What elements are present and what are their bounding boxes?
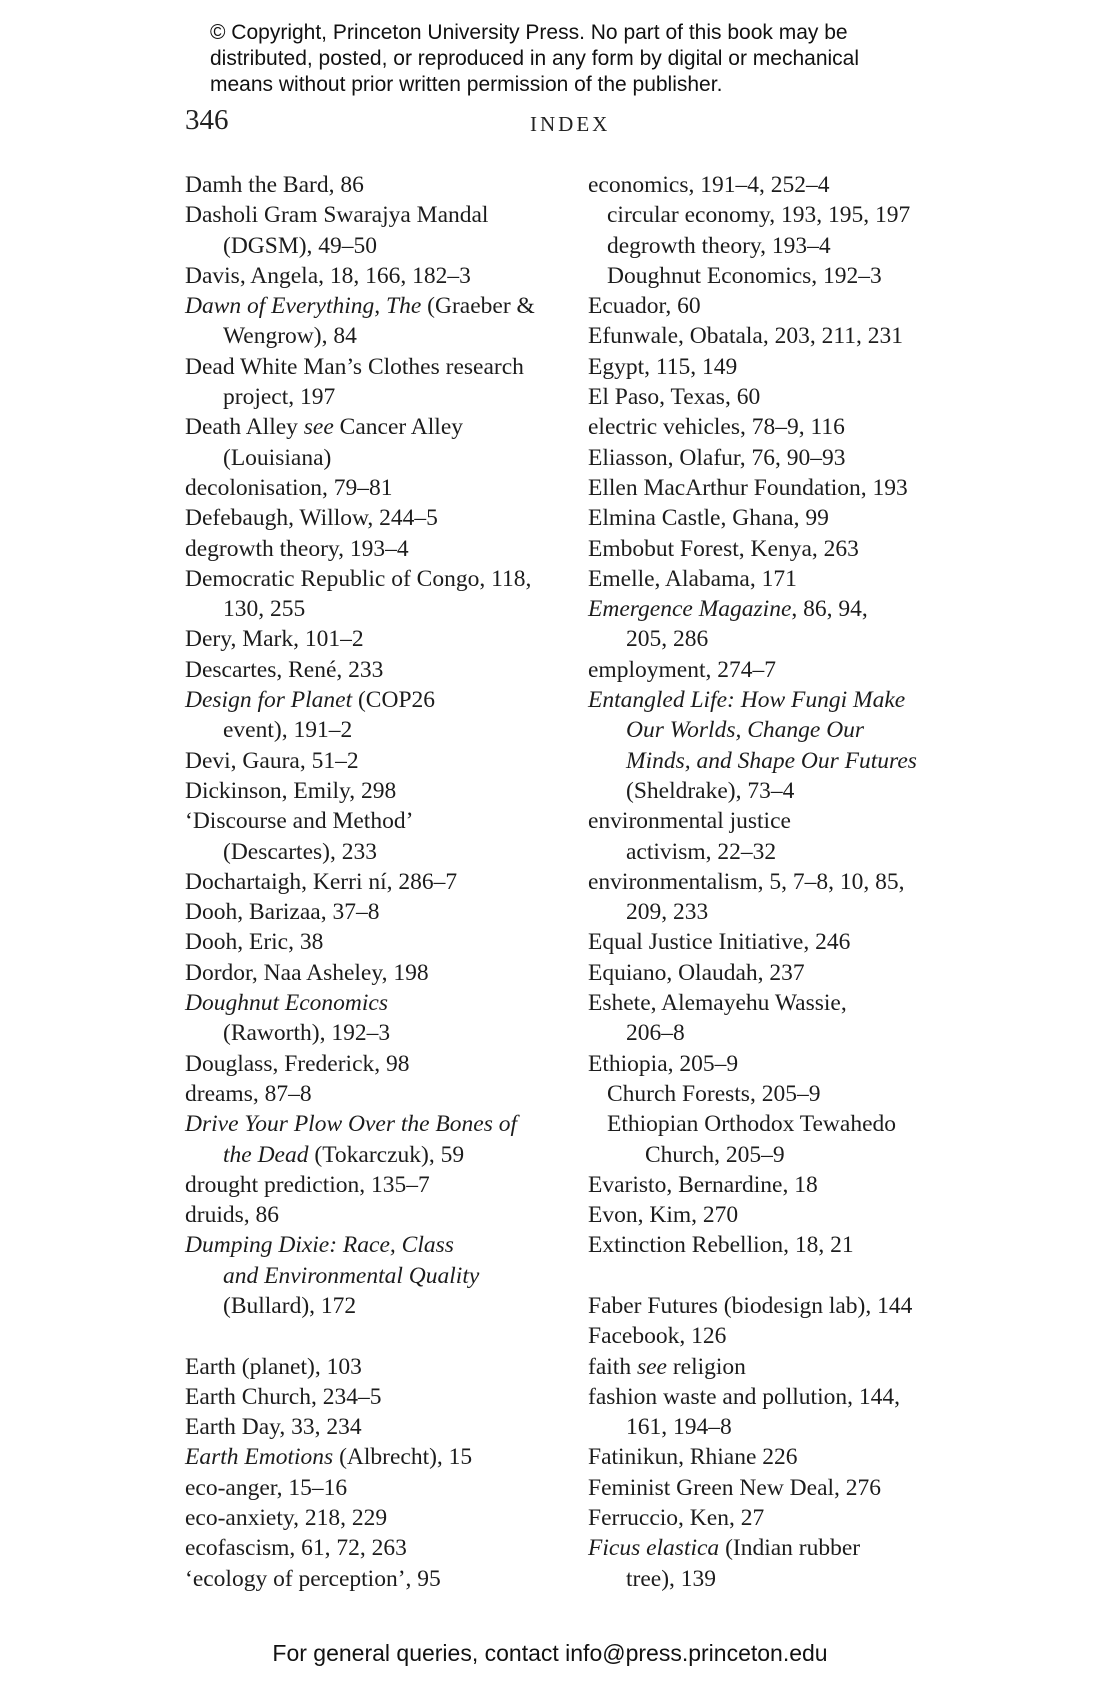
index-text: Faber Futures (biodesign lab), 144 — [588, 1292, 913, 1319]
index-entry — [185, 776, 580, 806]
index-entry-continuation — [185, 443, 580, 473]
index-entry-line — [185, 503, 580, 533]
index-text: (Bullard), 172 — [223, 1292, 357, 1319]
index-entry-line — [185, 1412, 580, 1442]
index-subentry — [588, 1079, 1008, 1109]
index-entry — [185, 867, 580, 897]
index-text: Devi, Gaura, 51–2 — [185, 747, 359, 774]
index-text: Death Alley — [185, 414, 304, 441]
index-text: Dumping Dixie: Race, Class — [185, 1232, 454, 1259]
index-entry — [185, 988, 580, 1049]
index-entry-line — [185, 655, 580, 685]
index-text: tree), 139 — [626, 1565, 717, 1592]
index-subentry — [588, 231, 1008, 261]
index-entry — [185, 1170, 580, 1200]
index-entry-line — [185, 564, 580, 594]
index-text: (Graeber & — [421, 293, 535, 320]
index-text: Evon, Kim, 270 — [588, 1202, 739, 1229]
index-text: Ferruccio, Ken, 27 — [588, 1505, 765, 1532]
index-entry-line — [185, 200, 580, 230]
index-entry — [185, 564, 580, 625]
index-text: the Dead — [223, 1141, 309, 1168]
index-text: Democratic Republic of Congo, 118, — [185, 565, 532, 592]
index-entry — [588, 1533, 1008, 1594]
index-text: Dery, Mark, 101–2 — [185, 626, 364, 653]
index-entry — [588, 1049, 1008, 1079]
index-entry — [588, 1503, 1008, 1533]
index-entry-line — [607, 200, 1008, 230]
index-text: ‘ecology of perception’, 95 — [185, 1565, 441, 1592]
index-entry — [185, 1442, 580, 1472]
index-entry-line — [185, 1564, 580, 1594]
index-entry-line — [588, 806, 1008, 836]
index-entry — [185, 685, 580, 746]
index-entry — [588, 1442, 1008, 1472]
index-subentry — [588, 261, 1008, 291]
index-text: 206–8 — [626, 1020, 685, 1047]
index-entry — [588, 594, 1008, 655]
index-text: Wengrow), 84 — [223, 323, 357, 350]
index-entry-line — [185, 170, 580, 200]
index-text: Ellen MacArthur Foundation, 193 — [588, 474, 908, 501]
index-text: Earth Emotions — [185, 1444, 334, 1471]
copyright-line: means without prior written permission of the publisher. — [210, 73, 723, 96]
index-entry — [185, 170, 580, 200]
index-entry-continuation — [588, 624, 1008, 654]
index-entry-line — [185, 776, 580, 806]
index-entry — [588, 382, 1008, 412]
index-text: Dawn of Everything, The — [185, 293, 422, 320]
index-entry — [588, 291, 1008, 321]
index-entry — [185, 1382, 580, 1412]
index-text: Efunwale, Obatala, 203, 211, 231 — [588, 323, 903, 350]
index-entry-continuation — [185, 1291, 580, 1321]
index-text: Damh the Bard, 86 — [185, 172, 364, 198]
index-entry-line — [185, 1109, 580, 1139]
index-entry-line — [185, 352, 580, 382]
index-text: environmentalism, 5, 7–8, 10, 85, — [588, 868, 905, 895]
index-entry — [185, 1473, 580, 1503]
index-entry-continuation — [588, 715, 1008, 745]
index-entry-line — [588, 321, 1008, 351]
letter-section-gap — [185, 1321, 580, 1351]
index-entry-continuation — [588, 837, 1008, 867]
index-column-left — [185, 170, 580, 1594]
index-entry-line — [185, 473, 580, 503]
index-entry-line — [185, 291, 580, 321]
index-entry — [185, 1230, 580, 1321]
index-entry-line — [185, 261, 580, 291]
index-entry-continuation — [607, 1140, 1008, 1170]
index-text: eco-anxiety, 218, 229 — [185, 1505, 388, 1532]
index-text: Davis, Angela, 18, 166, 182–3 — [185, 262, 471, 289]
index-entry-line — [607, 231, 1008, 261]
index-entry — [185, 806, 580, 867]
index-entry — [185, 1564, 580, 1594]
index-entry — [588, 564, 1008, 594]
index-entry-line — [185, 1503, 580, 1533]
index-entry — [185, 1079, 580, 1109]
index-text: Facebook, 126 — [588, 1323, 727, 1350]
index-entry-line — [588, 867, 1008, 897]
index-entry-line — [185, 534, 580, 564]
index-entry-continuation — [185, 837, 580, 867]
index-entry-continuation — [588, 1018, 1008, 1048]
index-entry — [185, 200, 580, 261]
index-text: (COP26 — [352, 687, 436, 714]
index-text: Doughnut Economics — [185, 990, 388, 1017]
index-text: Dasholi Gram Swarajya Mandal — [185, 202, 489, 229]
index-entry — [185, 1049, 580, 1079]
index-entry-line — [588, 443, 1008, 473]
index-text: Equiano, Olaudah, 237 — [588, 959, 805, 986]
index-entry-line — [185, 1473, 580, 1503]
footer-contact: For general queries, contact info@press.princeton.edu — [272, 1640, 828, 1666]
index-entry-line — [588, 1321, 1008, 1351]
index-entry-line — [185, 806, 580, 836]
index-entry-line — [588, 1473, 1008, 1503]
index-entry — [588, 867, 1008, 928]
index-entry — [588, 958, 1008, 988]
index-text: project, 197 — [223, 384, 336, 411]
index-entry-line — [185, 958, 580, 988]
index-text: event), 191–2 — [223, 717, 353, 744]
index-entry-line — [185, 927, 580, 957]
index-entry-line — [588, 685, 1008, 715]
index-entry-line — [607, 1079, 1008, 1109]
index-entry-line — [588, 655, 1008, 685]
index-entry-line — [185, 1352, 580, 1382]
index-text: ecofascism, 61, 72, 263 — [185, 1535, 407, 1562]
index-text: Cancer Alley — [333, 414, 464, 441]
index-text: Dooh, Barizaa, 37–8 — [185, 899, 380, 926]
index-entry-line — [588, 564, 1008, 594]
index-text: drought prediction, 135–7 — [185, 1171, 430, 1198]
index-entry-line — [588, 352, 1008, 382]
index-entry-line — [588, 473, 1008, 503]
index-text: degrowth theory, 193–4 — [185, 535, 409, 562]
index-entry-continuation — [588, 1412, 1008, 1442]
index-entry — [588, 1382, 1008, 1443]
index-entry — [185, 534, 580, 564]
index-text: Fatinikun, Rhiane 226 — [588, 1444, 798, 1471]
index-entry-continuation — [185, 231, 580, 261]
index-entry — [185, 1109, 580, 1170]
index-subentry — [588, 200, 1008, 230]
index-entry — [588, 412, 1008, 442]
copyright-line: © Copyright, Princeton University Press. No part of this book may be — [210, 21, 848, 44]
index-text: electric vehicles, 78–9, 116 — [588, 414, 845, 441]
index-text: (Albrecht), 15 — [333, 1444, 473, 1471]
index-entry — [588, 927, 1008, 957]
index-entry-line — [185, 988, 580, 1018]
index-entry — [185, 1412, 580, 1442]
index-text: Earth Day, 33, 234 — [185, 1414, 362, 1441]
index-text: Emelle, Alabama, 171 — [588, 565, 797, 592]
index-entry — [588, 1473, 1008, 1503]
index-text: (Raworth), 192–3 — [223, 1020, 391, 1047]
copyright-notice — [210, 20, 970, 98]
index-entry-continuation — [185, 1261, 580, 1291]
index-entry-line — [588, 1382, 1008, 1412]
index-entry-line — [185, 746, 580, 776]
index-text: Our Worlds, Change Our — [626, 717, 865, 744]
index-text: dreams, 87–8 — [185, 1080, 312, 1107]
index-entry-line — [185, 1533, 580, 1563]
index-entry — [588, 534, 1008, 564]
index-text: Ethiopian Orthodox Tewahedo — [607, 1111, 896, 1138]
index-entry-continuation — [185, 321, 580, 351]
index-entry-line — [588, 1352, 1008, 1382]
index-text: Dickinson, Emily, 298 — [185, 777, 397, 804]
index-text: and Environmental Quality — [223, 1262, 480, 1289]
index-column-right — [588, 170, 1008, 1594]
index-text: Dead White Man’s Clothes research — [185, 353, 524, 380]
index-entry — [588, 352, 1008, 382]
index-text: decolonisation, 79–81 — [185, 474, 393, 501]
index-text: faith — [588, 1353, 637, 1380]
index-entry — [185, 503, 580, 533]
index-entry — [588, 170, 1008, 200]
index-entry — [185, 1503, 580, 1533]
index-entry-line — [185, 1442, 580, 1472]
index-entry — [185, 412, 580, 473]
index-text: 205, 286 — [626, 626, 709, 653]
index-text: Design for Planet — [185, 687, 353, 714]
index-entry — [185, 1200, 580, 1230]
index-text: degrowth theory, 193–4 — [607, 232, 831, 259]
index-text: 209, 233 — [626, 899, 709, 926]
index-text: Equal Justice Initiative, 246 — [588, 929, 851, 956]
index-text: druids, 86 — [185, 1202, 279, 1229]
index-entry — [588, 806, 1008, 867]
index-text: (Sheldrake), 73–4 — [626, 777, 795, 804]
index-text: (Descartes), 233 — [223, 838, 377, 865]
index-entry-continuation — [588, 776, 1008, 806]
index-text: Dordor, Naa Asheley, 198 — [185, 959, 429, 986]
index-entry-line — [588, 170, 1008, 200]
index-entry — [185, 927, 580, 957]
index-text: Dochartaigh, Kerri ní, 286–7 — [185, 868, 458, 895]
index-text: 161, 194–8 — [626, 1414, 732, 1441]
index-entry-line — [588, 1170, 1008, 1200]
index-text: , 86, 94, — [791, 596, 868, 623]
index-entry — [185, 261, 580, 291]
index-entry — [588, 1170, 1008, 1200]
index-entry — [185, 746, 580, 776]
index-entry-line — [588, 988, 1008, 1018]
index-entry-continuation — [185, 715, 580, 745]
index-text: Elmina Castle, Ghana, 99 — [588, 505, 829, 532]
index-entry-line — [185, 897, 580, 927]
index-entry-line — [588, 1230, 1008, 1260]
index-entry-continuation — [185, 382, 580, 412]
index-text: Church Forests, 205–9 — [607, 1080, 821, 1107]
index-text: Earth Church, 234–5 — [185, 1383, 382, 1410]
index-entry-continuation — [588, 1564, 1008, 1594]
index-text: fashion waste and pollution, 144, — [588, 1383, 900, 1410]
index-entry — [185, 897, 580, 927]
index-entry — [588, 1352, 1008, 1382]
index-entry-line — [185, 1049, 580, 1079]
index-entry — [588, 988, 1008, 1049]
index-entry-line — [607, 261, 1008, 291]
index-text: employment, 274–7 — [588, 656, 776, 683]
index-entry-line — [588, 1442, 1008, 1472]
index-entry-line — [185, 1200, 580, 1230]
index-entry-line — [588, 927, 1008, 957]
index-entry-line — [185, 1230, 580, 1260]
index-text: activism, 22–32 — [626, 838, 777, 865]
index-entry — [185, 655, 580, 685]
running-head: INDEX — [530, 112, 611, 136]
index-text: circular economy, 193, 195, 197 — [607, 202, 911, 229]
index-text: (Tokarczuk), 59 — [308, 1141, 465, 1168]
index-entry — [185, 1533, 580, 1563]
index-text: 130, 255 — [223, 596, 306, 623]
index-entry-continuation — [588, 897, 1008, 927]
index-entry — [185, 624, 580, 654]
index-entry — [588, 443, 1008, 473]
index-entry-line — [185, 867, 580, 897]
index-text: Ethiopia, 205–9 — [588, 1050, 739, 1077]
index-entry — [588, 685, 1008, 806]
index-text: Church, 205–9 — [645, 1141, 785, 1168]
index-entry — [588, 1200, 1008, 1230]
index-entry-continuation — [185, 1140, 580, 1170]
index-entry-line — [588, 503, 1008, 533]
index-entry-line — [588, 291, 1008, 321]
index-text: Earth (planet), 103 — [185, 1353, 362, 1380]
index-text: Descartes, René, 233 — [185, 656, 384, 683]
index-entry — [588, 321, 1008, 351]
index-entry — [588, 1321, 1008, 1351]
index-text: Doughnut Economics, 192–3 — [607, 262, 882, 289]
index-entry-line — [185, 1170, 580, 1200]
index-text: Feminist Green New Deal, 276 — [588, 1474, 882, 1501]
index-text: Embobut Forest, Kenya, 263 — [588, 535, 859, 562]
index-entry-line — [588, 594, 1008, 624]
index-entry — [588, 655, 1008, 685]
index-entry-line — [185, 412, 580, 442]
index-entry — [588, 1291, 1008, 1321]
index-entry — [185, 958, 580, 988]
index-subentry — [588, 1109, 1008, 1170]
index-text: eco-anger, 15–16 — [185, 1474, 348, 1501]
page-number: 346 — [185, 104, 229, 136]
index-text: El Paso, Texas, 60 — [588, 384, 761, 411]
index-entry-continuation — [588, 746, 1008, 776]
index-entry-line — [185, 685, 580, 715]
index-entry-line — [588, 382, 1008, 412]
index-text: Douglass, Frederick, 98 — [185, 1050, 410, 1077]
index-text: (Indian rubber — [719, 1535, 861, 1562]
index-entry-line — [588, 1200, 1008, 1230]
index-text: Egypt, 115, 149 — [588, 353, 738, 380]
index-text: Eliasson, Olafur, 76, 90–93 — [588, 444, 846, 471]
letter-section-gap — [588, 1261, 1008, 1291]
index-entry-line — [588, 1049, 1008, 1079]
index-text: Dooh, Eric, 38 — [185, 929, 324, 956]
index-text: ‘Discourse and Method’ — [185, 808, 414, 835]
index-text: Minds, and Shape Our Futures — [626, 747, 917, 774]
index-entry-continuation — [185, 1018, 580, 1048]
index-entry-line — [185, 1079, 580, 1109]
index-text: Ficus elastica — [588, 1535, 720, 1562]
index-entry-line — [588, 958, 1008, 988]
index-entry-line — [588, 534, 1008, 564]
index-entry-line — [588, 1503, 1008, 1533]
index-text: Defebaugh, Willow, 244–5 — [185, 505, 438, 532]
index-entry — [185, 352, 580, 413]
index-text: Evaristo, Bernardine, 18 — [588, 1171, 818, 1198]
index-entry — [588, 473, 1008, 503]
index-entry-line — [588, 1291, 1008, 1321]
index-entry — [185, 291, 580, 352]
index-text: Ecuador, 60 — [588, 293, 701, 320]
index-entry-line — [185, 1382, 580, 1412]
index-entry — [588, 1230, 1008, 1260]
index-text: religion — [666, 1353, 746, 1380]
copyright-line: distributed, posted, or reproduced in any form by digital or mechanical — [210, 47, 860, 70]
index-text: Eshete, Alemayehu Wassie, — [588, 990, 847, 1017]
index-entry — [185, 473, 580, 503]
index-text: see — [636, 1353, 667, 1380]
index-text: (DGSM), 49–50 — [223, 232, 378, 259]
index-text: Entangled Life: How Fungi Make — [588, 687, 906, 714]
index-text: economics, 191–4, 252–4 — [588, 172, 830, 198]
index-text: environmental justice — [588, 808, 791, 835]
index-text: (Louisiana) — [223, 444, 332, 471]
index-entry-line — [588, 1533, 1008, 1563]
index-text: see — [303, 414, 334, 441]
index-entry-continuation — [185, 594, 580, 624]
index-entry-line — [588, 412, 1008, 442]
index-text: Extinction Rebellion, 18, 21 — [588, 1232, 854, 1259]
index-entry-line — [607, 1109, 1008, 1139]
index-text: Emergence Magazine — [588, 596, 792, 623]
index-text: Drive Your Plow Over the Bones of — [185, 1111, 518, 1138]
index-entry-line — [185, 624, 580, 654]
index-entry — [185, 1352, 580, 1382]
index-entry — [588, 503, 1008, 533]
